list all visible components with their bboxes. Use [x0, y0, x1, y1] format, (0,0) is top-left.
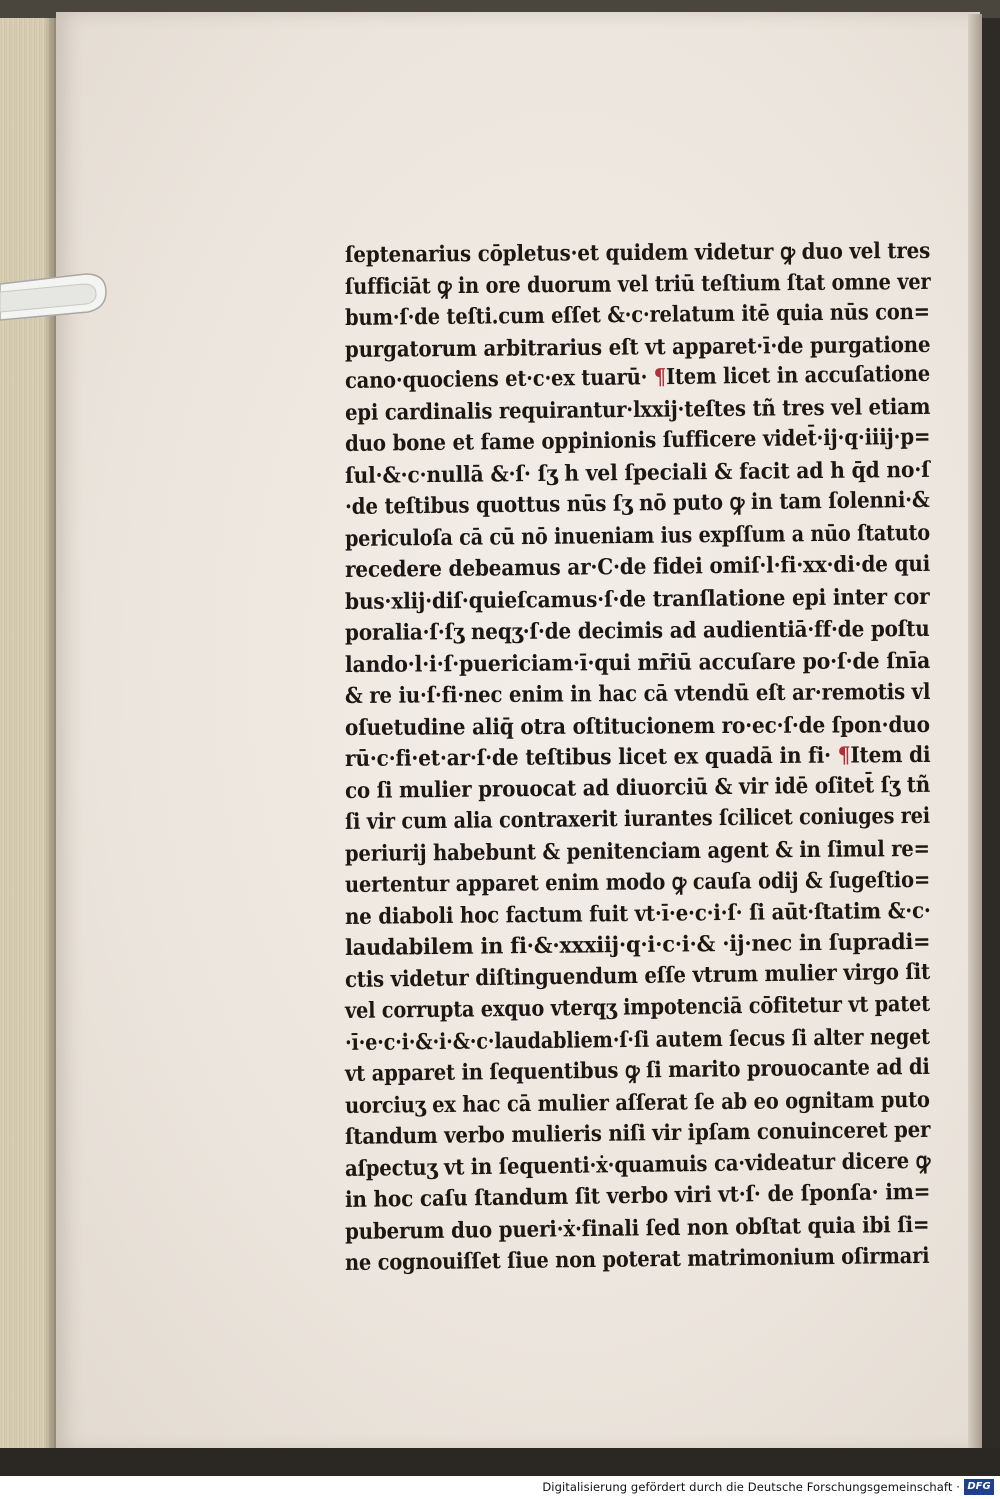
- text-line: uertentur apparet enim modo ꝙ cauſa odij & ſugeſtio=: [344, 866, 931, 898]
- text-line: ſufficiāt ꝙ in ore duorum vel triū teſtium ſtat omne ver: [344, 268, 931, 300]
- text-line: bus·xlij·diſ·quieſcamus·ſ·de tranſlatione epi inter cor: [344, 583, 930, 615]
- text-line: ctis videtur diſtinguendum eſſe vtrum mulier virgo ſit: [344, 958, 931, 993]
- text-line: ne cognouiſſet ſiue non poterat matrimonium oſirmari: [344, 1242, 930, 1276]
- text-line: ſeptenarius cōpletus·et quidem videtur ꝙ duo vel tres: [344, 237, 931, 268]
- text-line: ſul·&·c·nullā &·ſ· ſʒ h vel ſpeciali & facit ad h q̄d no·ſ: [344, 456, 930, 489]
- book-bottom-edge: [0, 1448, 1000, 1476]
- text-line: epi cardinalis requirantur·lxxij·teſtes tñ tres vel etiam: [344, 393, 931, 426]
- text-line: uorciuʒ ex hac cā mulier aſſerat ſe ab eo ognitam puto: [344, 1086, 930, 1119]
- gutter-shadow: [44, 18, 56, 1448]
- text-line: oſuetudine aliq̄ otra oſtitucionem ro·ec·ſ·de ſpon·duo: [344, 711, 930, 741]
- text-line: purgatorum arbitrarius eſt vt apparet·ī·de purgatione: [344, 331, 931, 363]
- text-column: [344, 237, 931, 1280]
- page-right-edge: [968, 14, 982, 1450]
- text-line: recedere debeamus ar·C·de fidei omiſ·l·fi·xx·di·de qui: [344, 550, 931, 583]
- text-line: periculoſa cā cū nō inueniam ius expſſum a nūo ſtatuto: [344, 519, 931, 552]
- text-line: poralia·ſ·ſʒ neqʒ·ſ·de decimis ad audientiā·ff·de poſtu: [344, 615, 930, 646]
- text-line: laudabilem in fi·&·xxxiij·q·i·c·i·& ·ij·nec in ſupradi=: [344, 928, 931, 961]
- funding-notice: Digitalisierung gefördert durch die Deutsche Forschungsgemeinschaft ·: [542, 1480, 960, 1494]
- text-line: & re iu·ſ·fi·nec enim in hac cā vtendū eſt ar·remotis vl: [344, 678, 931, 709]
- text-line: aſpectuʒ vt in ſequenti·ẋ·quamuis ca·videatur dicere ꝙ: [344, 1147, 931, 1182]
- page-clip-icon: [0, 268, 108, 326]
- rubric-mark: ¶: [837, 742, 851, 769]
- text-line: lando·l·i·ſ·puericiam·ī·qui mr̄iū accuſare po·ſ·de ſnīa: [344, 647, 931, 678]
- text-line: vt apparet in ſequentibus ꝙ ſi marito prouocante ad di: [344, 1053, 930, 1087]
- text-line: duo bone et fame oppinionis ſufficere videt̄·ij·q·iiij·p=: [344, 423, 931, 457]
- dfg-logo[interactable]: DFG: [964, 1479, 994, 1495]
- text-line: bum·ſ·de teſti.cum eſſet &·c·relatum itē quia nūs con=: [344, 298, 930, 331]
- text-line: cano·quociens et·c·ex tuarū· ¶Item licet in accuſatione: [344, 360, 931, 394]
- text-line: puberum duo pueri·ẋ·finali ſed non obſtat quia ibi ſi=: [344, 1211, 930, 1245]
- text-line: vel corrupta exquo vterqʒ impotenciā cōfitetur vt patet: [344, 990, 931, 1024]
- text-line: ſi vir cum alia contraxerit iurantes ſcilicet coniuges rei: [344, 802, 931, 835]
- text-line: ·de teſtibus quottus nūs ſʒ nō puto ꝙ in tam ſolenni·&: [344, 486, 930, 520]
- text-line: ne diaboli hoc factum fuit vt·ī·e·c·i·ſ· ſi aūt·ſtatim &·c·: [344, 897, 931, 930]
- text-line: rū·c·fi·et·ar·ſ·de teſtibus licet ex quadā in fi· ¶Item di: [344, 741, 931, 772]
- footer-bar: [0, 1476, 1000, 1499]
- text-line: in hoc caſu ſtandum ſit verbo viri vt·ſ· de ſponſa· im=: [344, 1178, 931, 1213]
- text-line: ſtandum verbo mulieris niſi vir ipſam conuinceret per: [344, 1116, 931, 1150]
- text-line: co ſi mulier prouocat ad diuorciū & vir idē oſitet̄ ſʒ tñ: [344, 771, 931, 804]
- text-line: periurij habebunt & penitenciam agent & in ſimul re=: [344, 835, 930, 867]
- text-line: ·ī·e·c·i·&·i·&·c·laudabliem·ſ·ſi autem ſecus ſi alter neget: [344, 1023, 930, 1056]
- rubric-mark: ¶: [653, 364, 667, 391]
